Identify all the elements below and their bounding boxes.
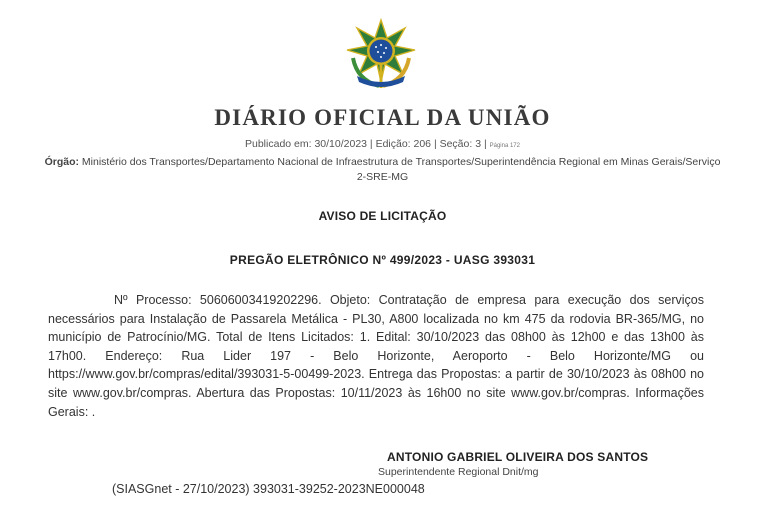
siasg-reference: (SIASGnet - 27/10/2023) 393031-39252-2023NE000048 [112, 482, 425, 496]
notice-title: AVISO DE LICITAÇÃO [318, 209, 447, 223]
orgao-text: Ministério dos Transportes/Departamento Nacional de Infraestrutura de Transportes/Superintendência Regional em Minas Gerais/Serviço 2-SRE-MG [79, 156, 721, 183]
signatory-role: Superintendente Regional Dnit/mg [378, 466, 539, 478]
seal-inner-disk [370, 40, 393, 63]
brazil-coat-of-arms-icon [343, 18, 419, 92]
notice-subtitle: PREGÃO ELETRÔNICO Nº 499/2023 - UASG 393031 [229, 253, 536, 267]
orgao-label: Órgão: [44, 156, 79, 168]
published-text: Publicado em: 30/10/2023 | Edição: 206 | Seção: 3 | [245, 138, 490, 150]
publication-title: DIÁRIO OFICIAL DA UNIÃO [214, 105, 551, 130]
notice-body-text: Nº Processo: 50606003419202296. Objeto: Contratação de empresa para execução dos serviços necessários para Instalação de Passarela Metálica - PL30, A800 localizada no km 475 da rodovia BR-365/MG, no município de Patrocínio/MG. Total de Itens Licitados: 1. Edital: 30/10/2023 das 08h00 às 12h00 e das 13h00 às 17h00. Endereço: Rua Lider 197 - Belo Horizonte, Aeroporto - Belo Horizonte/MG ou https://www.gov.br/compras/edital/393031-5-00499-2023. Entrega das Propostas: a partir de 30/10/2023 às 08h00 no site www.gov.br/compras. Abertura das Propostas: 10/11/2023 às 16h00 no site www.gov.br/compras. Informações Gerais: . [48, 293, 704, 419]
orgao-line [40, 155, 725, 185]
page-number: Página 172 [489, 143, 520, 149]
signatory-name: ANTONIO GABRIEL OLIVEIRA DOS SANTOS [387, 450, 649, 464]
notice-body-paragraph [48, 291, 704, 421]
publication-info [0, 138, 765, 150]
